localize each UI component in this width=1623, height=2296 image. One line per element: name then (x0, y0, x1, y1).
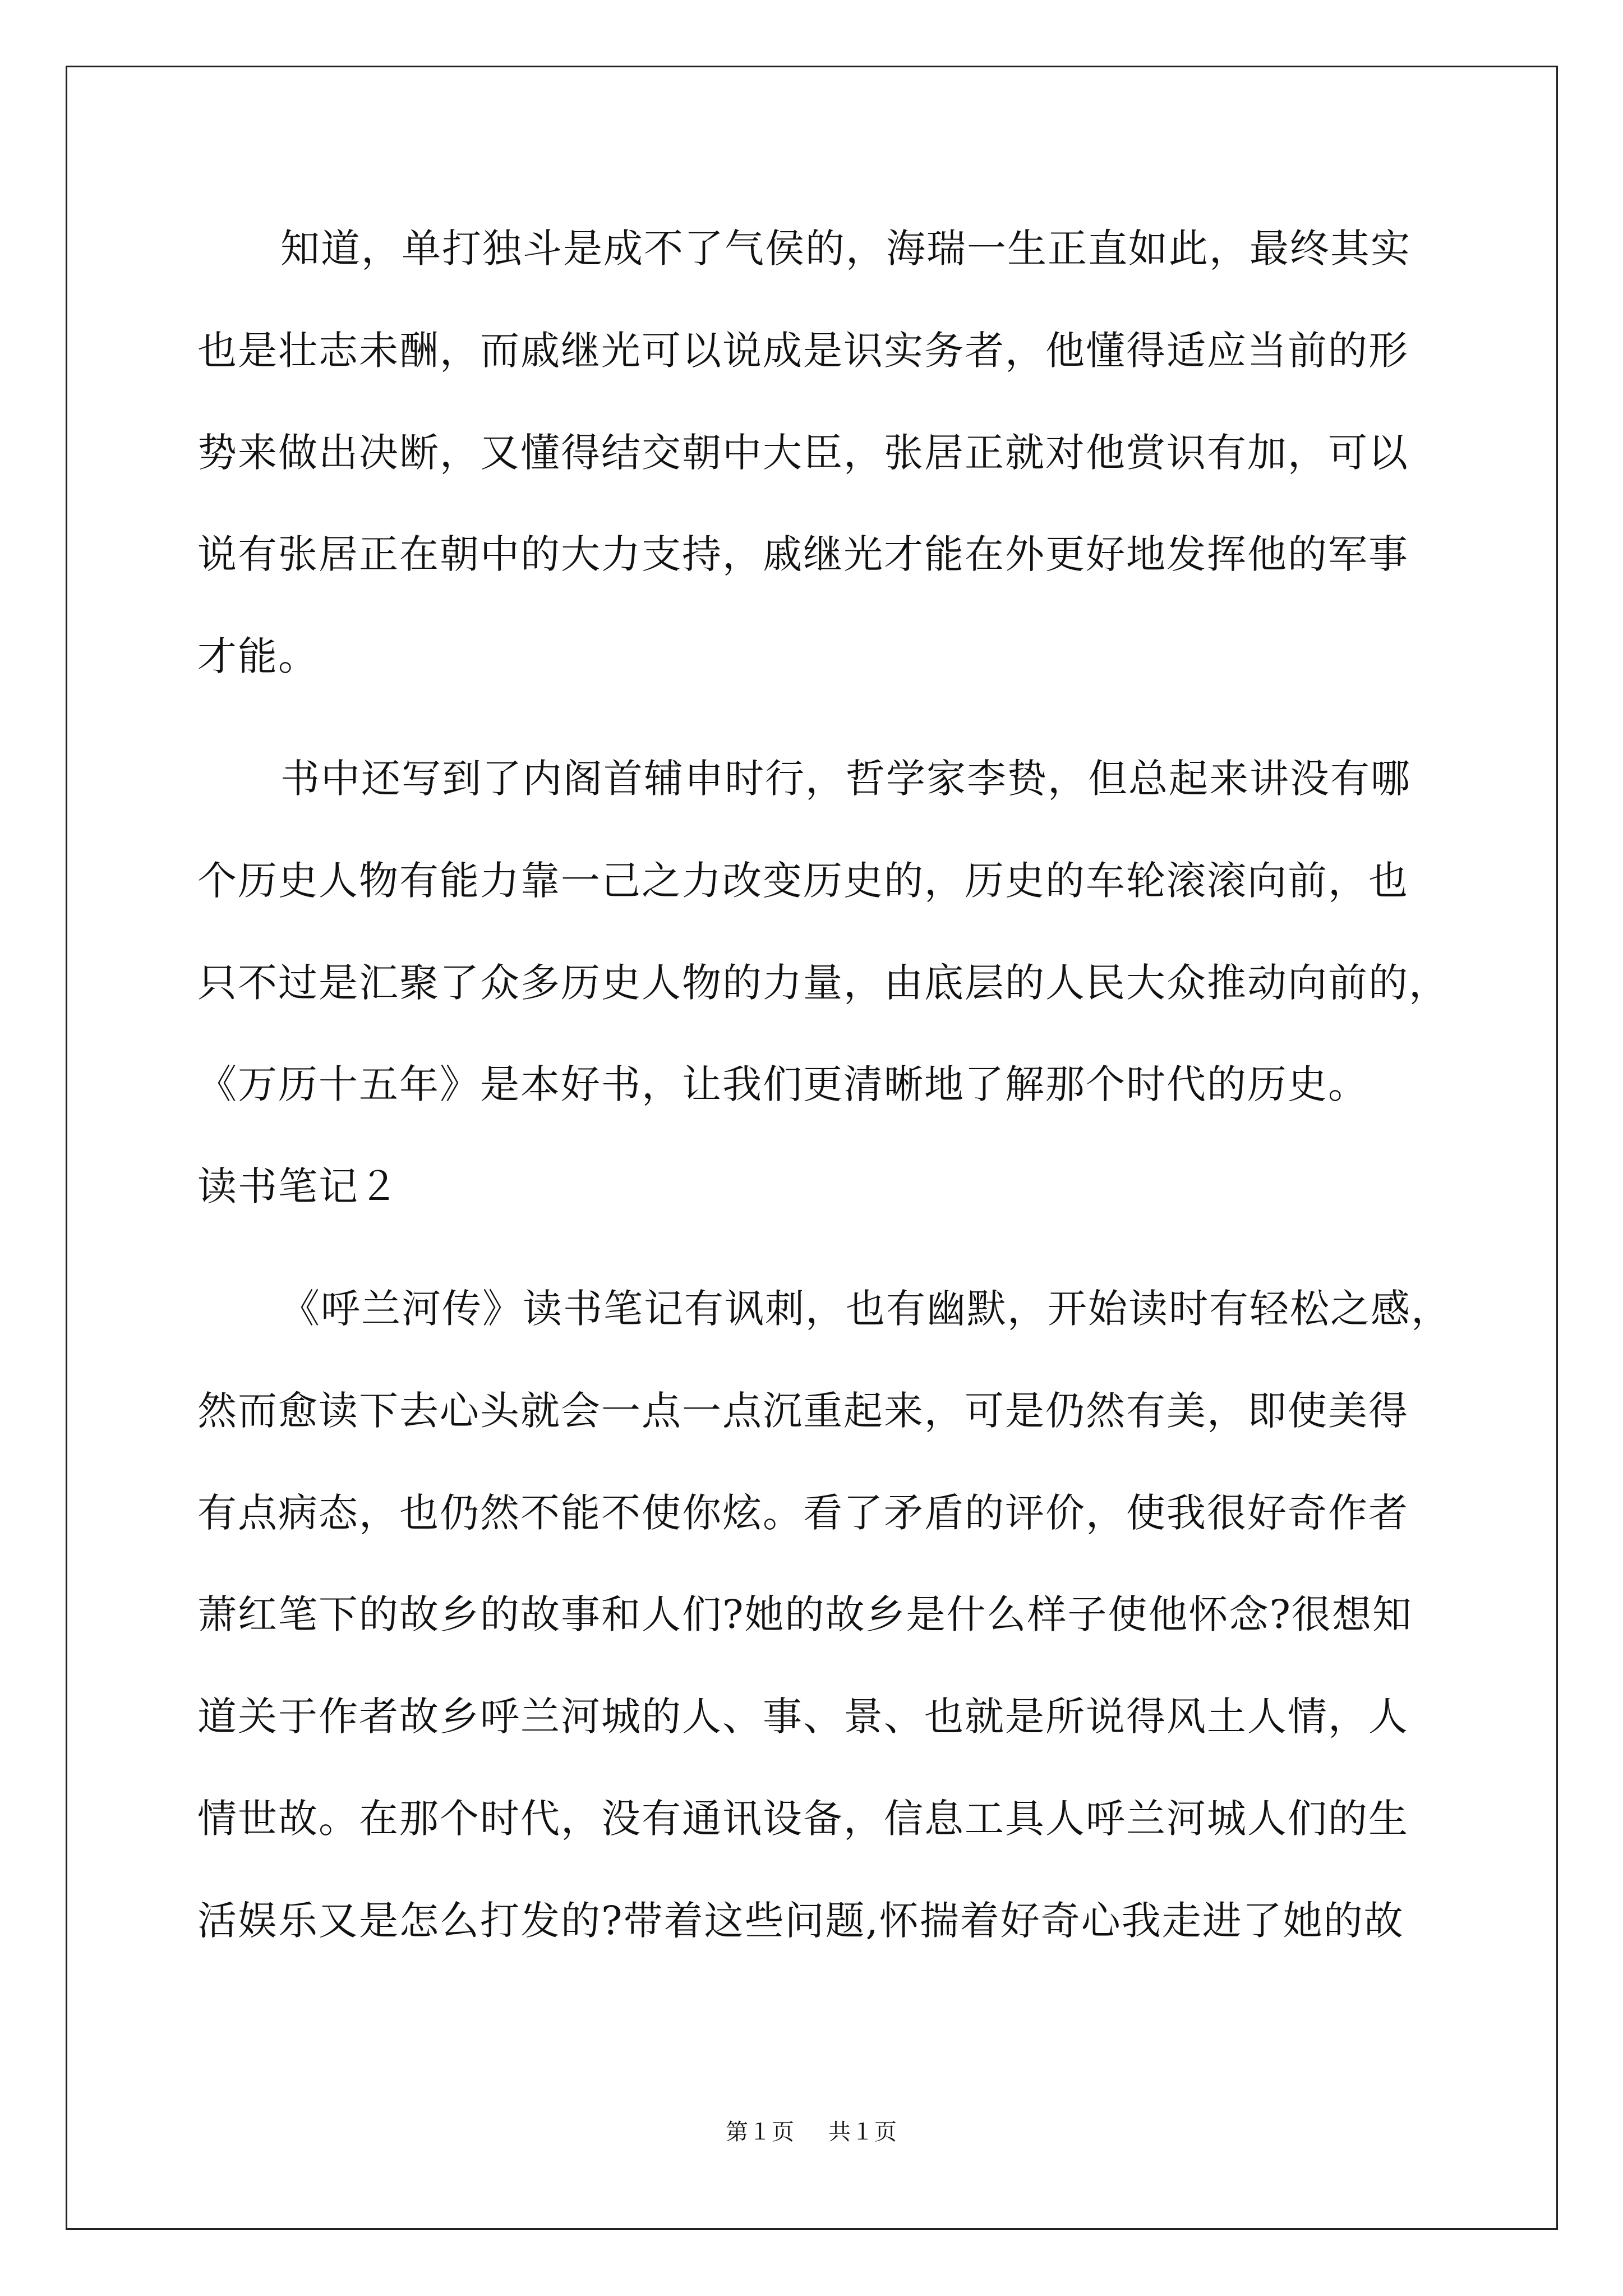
paragraph-1-line-3: 势来做出决断，又懂得结交朝中大臣，张居正就对他赏识有加，可以 (197, 430, 1409, 476)
paragraph-3-line-5: 道关于作者故乡呼兰河城的人、事、景、也就是所说得风土人情，人 (197, 1694, 1409, 1740)
page-total: 共１页 (828, 2119, 897, 2145)
paragraph-3-line-4: 萧红笔下的故乡的故事和人们?她的故乡是什么样子使他怀念?很想知 (197, 1591, 1413, 1637)
paragraph-1-line-4: 说有张居正在朝中的大力支持，戚继光才能在外更好地发挥他的军事 (197, 531, 1409, 577)
section-heading: 读书笔记２ (197, 1163, 399, 1209)
paragraph-1-line-5: 才能。 (197, 633, 319, 679)
paragraph-3-line-7: 活娱乐又是怎么打发的?带着这些问题,怀揣着好奇心我走进了她的故 (197, 1898, 1404, 1944)
paragraph-2-line-1: 书中还写到了内阁首辅申时行，哲学家李贽，但总起来讲没有哪 (280, 756, 1411, 802)
page-footer (0, 2118, 1623, 2146)
paragraph-2-line-2: 个历史人物有能力靠一己之力改变历史的，历史的车轮滚滚向前，也 (197, 858, 1409, 904)
paragraph-3-line-1: 《呼兰河传》读书笔记有讽刺，也有幽默，开始读时有轻松之感， (280, 1286, 1451, 1332)
paragraph-3-line-2: 然而愈读下去心头就会一点一点沉重起来，可是仍然有美，即使美得 (197, 1388, 1409, 1434)
paragraph-3-line-3: 有点病态，也仍然不能不使你炫。看了矛盾的评价，使我很好奇作者 (197, 1490, 1409, 1536)
paragraph-3-line-6: 情世故。在那个时代，没有通讯设备，信息工具人呼兰河城人们的生 (197, 1796, 1409, 1842)
paragraph-2-line-4: 《万历十五年》是本好书，让我们更清晰地了解那个时代的历史。 (197, 1061, 1368, 1107)
page-number: 第１页 (726, 2119, 795, 2145)
paragraph-1-line-1: 知道，单打独斗是成不了气侯的，海瑞一生正直如此，最终其实 (280, 226, 1411, 272)
paragraph-1-line-2: 也是壮志未酬，而戚继光可以说成是识实务者，他懂得适应当前的形 (197, 328, 1409, 374)
paragraph-2-line-3: 只不过是汇聚了众多历史人物的力量，由底层的人民大众推动向前的， (197, 960, 1449, 1006)
